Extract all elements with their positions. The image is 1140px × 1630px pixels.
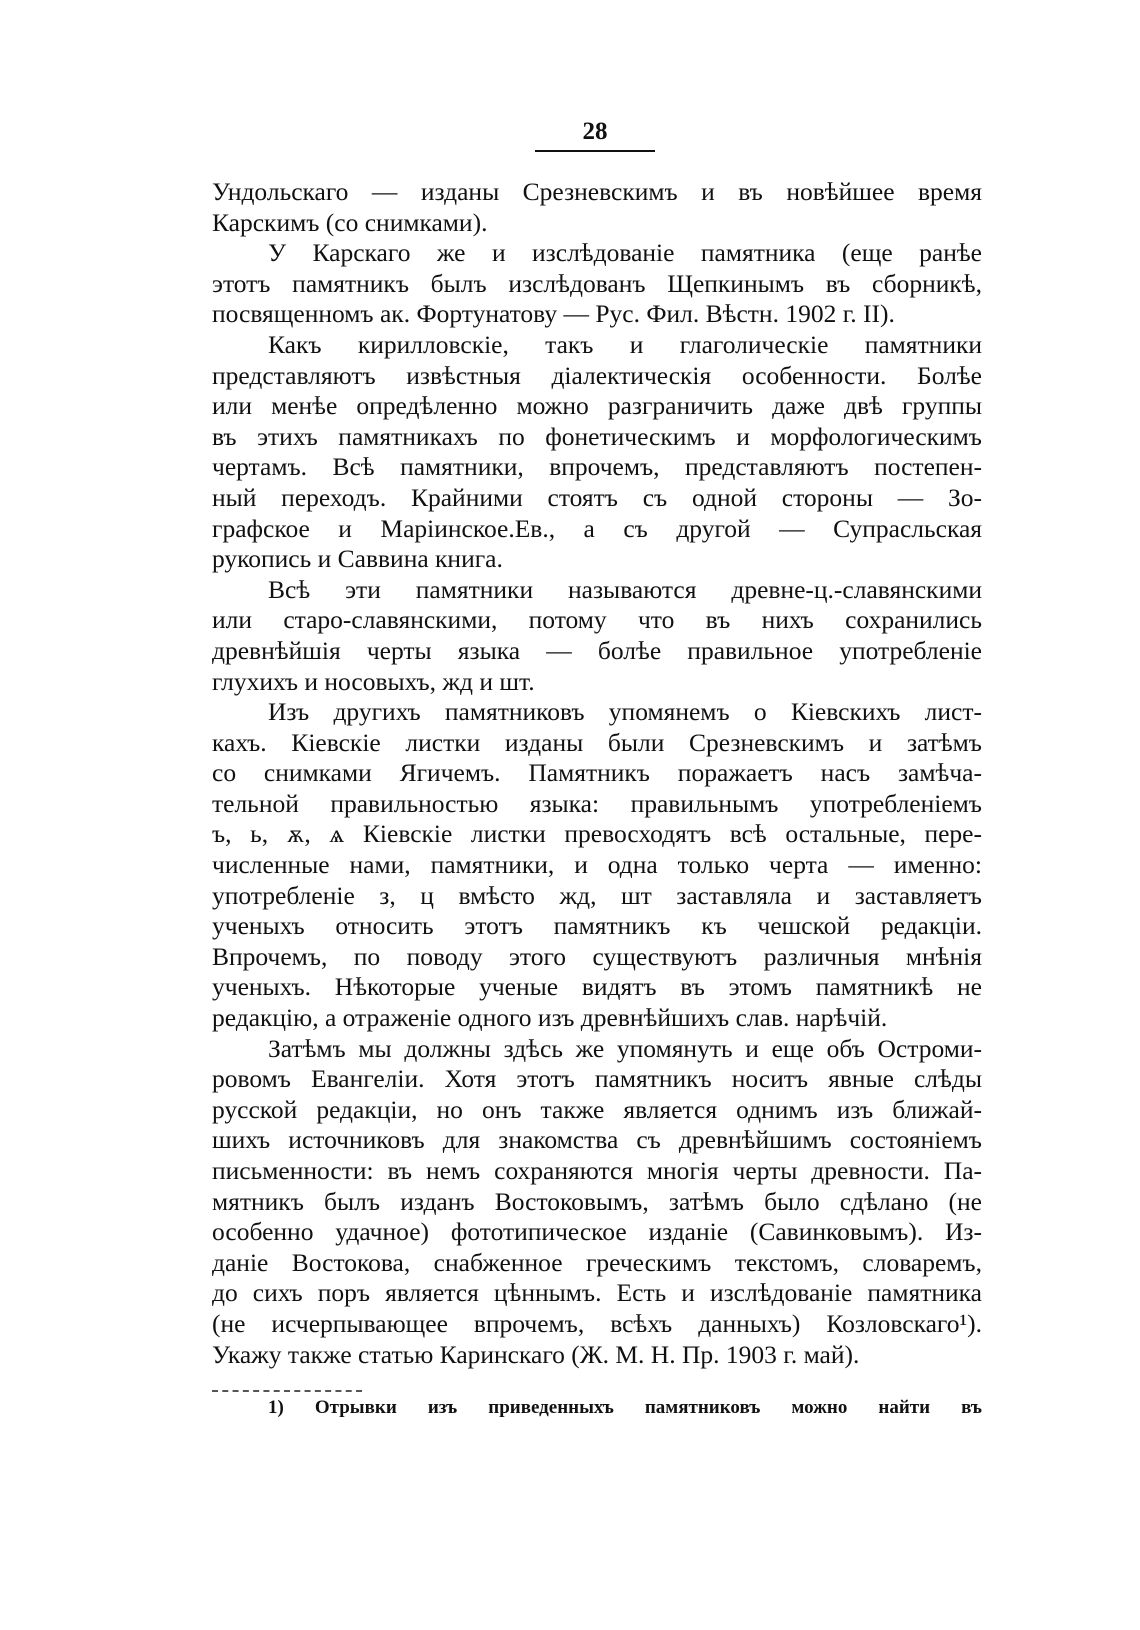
text-line: посвященномъ ак. Фортунатову — Рус. Фил. Вѣстн. 1902 г. II). xyxy=(212,299,895,329)
text-line: редакцію, а отраженіе одного изъ древнѣйшихъ слав. нарѣчій. xyxy=(212,1003,888,1033)
text-line: ъ, ь, ѫ, ѧ Кіевскіе листки превосходятъ всѣ остальные, пере- xyxy=(212,819,982,849)
text-line: тельной правильностью языка: правильнымъ употребленіемъ xyxy=(212,788,982,818)
footnote-separator xyxy=(212,1390,362,1392)
text-line: или менѣе опредѣленно можно разграничить даже двѣ группы xyxy=(212,391,982,421)
text-line: особенно удачное) фототипическое изданіе (Савинковымъ). Из- xyxy=(212,1217,982,1247)
text-line: Затѣмъ мы должны здѣсь же упомянуть и еще объ Остроми- xyxy=(268,1033,982,1063)
text-line: ный переходъ. Крайними стоятъ съ одной стороны — Зо- xyxy=(212,482,982,512)
text-line: русской редакціи, но онъ также является однимъ изъ ближай- xyxy=(212,1094,982,1124)
text-line: кахъ. Кіевскіе листки изданы были Срезневскимъ и затѣмъ xyxy=(212,727,982,757)
text-line: численные нами, памятники, и одна только черта — именно: xyxy=(212,850,982,880)
text-line: этотъ памятникъ былъ изслѣдованъ Щепкинымъ въ сборникѣ, xyxy=(212,268,982,298)
text-line: ученыхъ. Нѣкоторые ученые видятъ въ этомъ памятникѣ не xyxy=(212,972,982,1002)
paragraph xyxy=(212,330,982,575)
text-line: У Карскаго же и изслѣдованіе памятника (еще ранѣе xyxy=(268,238,982,268)
text-line: Всѣ эти памятники называются древне-ц.-славянскими xyxy=(268,574,982,604)
text-line: графское и Маріинское.Ев., а съ другой — Супрасльская xyxy=(212,513,982,543)
text-line: Карскимъ (со снимками). xyxy=(212,207,488,237)
text-line: Изъ другихъ памятниковъ упомянемъ о Кіевскихъ лист- xyxy=(268,697,982,727)
text-line: (не исчерпывающее впрочемъ, всѣхъ данныхъ) Козловскаго¹). xyxy=(212,1308,982,1338)
text-line: даніе Востокова, снабженное греческимъ текстомъ, словаремъ, xyxy=(212,1247,982,1277)
text-line: чертамъ. Всѣ памятники, впрочемъ, представляютъ постепен- xyxy=(212,452,982,482)
text-line: со снимками Ягичемъ. Памятникъ поражаетъ насъ замѣча- xyxy=(212,758,982,788)
paragraph xyxy=(212,697,982,1034)
paragraph xyxy=(212,575,982,697)
text-line: шихъ источниковъ для знакомства съ древнѣйшимъ состояніемъ xyxy=(212,1125,982,1155)
text-line: Впрочемъ, по поводу этого существуютъ различныя мнѣнія xyxy=(212,941,982,971)
text-line: глухихъ и носовыхъ, жд и шт. xyxy=(212,666,535,696)
text-line: ученыхъ относить этотъ памятникъ къ чешской редакціи. xyxy=(212,911,982,941)
text-line: письменности: въ немъ сохраняются многія черты древности. Па- xyxy=(212,1156,982,1185)
text-line: въ этихъ памятникахъ по фонетическимъ и морфологическимъ xyxy=(212,421,982,451)
paragraph xyxy=(212,238,982,330)
page-number: 28 xyxy=(535,118,655,152)
text-line: до сихъ поръ является цѣннымъ. Есть и изслѣдованіе памятника xyxy=(212,1278,982,1308)
text-line: древнѣйшія черты языка — болѣе правильное употребленіе xyxy=(212,635,982,665)
text-line: Ундольскаго — изданы Срезневскимъ и въ новѣйшее время xyxy=(212,177,982,206)
text-line: или старо-славянскими, потому что въ нихъ сохранились xyxy=(212,605,982,635)
text-line: мятникъ былъ изданъ Востоковымъ, затѣмъ было сдѣлано (не xyxy=(212,1186,982,1216)
footnote: 1) Отрывки изъ приведенныхъ памятниковъ можно найти въ xyxy=(268,1397,982,1418)
text-line: употребленіе з, ц вмѣсто жд, шт заставляла и заставляетъ xyxy=(212,880,982,910)
text-line: ровомъ Евангеліи. Хотя этотъ памятникъ носитъ явные слѣды xyxy=(212,1064,982,1094)
text-line: рукопись и Саввина книга. xyxy=(212,544,503,574)
text-line: представляютъ извѣстныя діалектическія особенности. Болѣе xyxy=(212,360,982,390)
text-line: Укажу также статью Каринскаго (Ж. М. Н. Пр. 1903 г. май). xyxy=(212,1339,860,1369)
paragraph xyxy=(212,177,982,238)
paragraph xyxy=(212,1034,982,1371)
text-line: Какъ кирилловскіе, такъ и глаголическіе памятники xyxy=(268,329,982,359)
body-text xyxy=(212,177,982,1370)
